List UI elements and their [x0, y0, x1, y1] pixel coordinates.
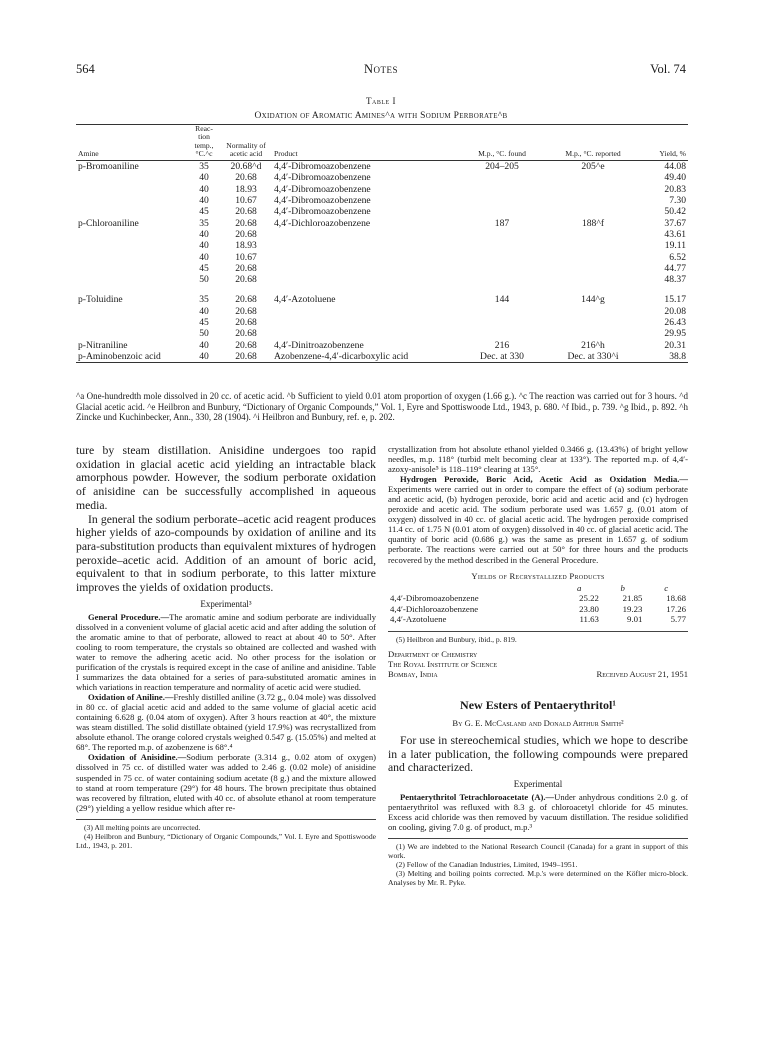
table1-cell-product	[272, 252, 456, 263]
table1-cell-amine	[76, 229, 188, 240]
table-row	[76, 351, 688, 363]
table1-cell-rep: 144^g	[581, 294, 605, 306]
table2-cell-c: 5.77	[670, 614, 686, 625]
table1-cell-product: 4,4′-Dibromoazobenzene	[274, 183, 371, 195]
table2-cell-name: 4,4′-Dibromoazobenzene	[390, 593, 479, 604]
table1-cell-yield: 20.83	[664, 183, 686, 195]
footnote-divider	[388, 838, 688, 839]
table1-cell-yield: 26.43	[664, 317, 686, 329]
pentaerythritol-head: Pentaerythritol Tetrachloroacetate (A).—	[400, 792, 555, 803]
table2-cell-b: 9.01	[627, 614, 643, 625]
right-paragraph-1: crystallization from hot absolute ethanol yielded 0.3466 g. (13.43%) of bright yellow needles, m.p. 118° (turbid melt becoming clear at 133°). The reported m.p. of 4,4′-azoxy-anisole⁵ is 118–119° clearing at 135°.	[388, 444, 688, 475]
oxidation-anisidine-text: Sodium perborate (3.314 g., 0.02 atom of oxygen) dissolved in 75 cc. of distilled water was added to 2.46 g. (0.02 mole) of anisidine suspended in 75 cc. of water containing sodium acetate (8 g.) and the mixture allowed to stand at room temperature (29°) for 48 hours. The brown precipitate thus obtained was recovered by filtration, eluted with 40 cc. of absolute ethanol at room temperature (29°) yielding a yellow residue which after re-	[76, 752, 376, 813]
table1-cell-rep	[548, 172, 638, 183]
table2-cell-a: 23.80	[579, 603, 599, 614]
table1-cell-temp: 45	[199, 317, 209, 329]
table2-cell-name: 4,4′-Azotoluene	[390, 614, 447, 625]
received-date: Received August 21, 1951	[596, 669, 688, 680]
table2	[388, 583, 688, 625]
right-footnotes	[388, 842, 688, 887]
table1-cell-norm: 20.68	[235, 206, 257, 218]
table1-cell-norm: 20.68	[235, 294, 257, 306]
running-header	[76, 62, 686, 78]
table1-cell-found: 216	[494, 339, 510, 351]
footnote-5-text: (5) Heilbron and Bunbury, ibid., p. 819.	[396, 634, 517, 644]
table1-cell-temp: 35	[199, 217, 209, 229]
table1-cell-temp: 40	[199, 305, 209, 317]
table1-cell-product: 4,4′-Dibromoazobenzene	[274, 161, 371, 173]
table1-cell-norm: 10.67	[235, 195, 257, 207]
table-row	[76, 340, 688, 351]
table1-cell-rep: 216^h	[581, 339, 605, 351]
table1-cell-amine: p-Bromoaniline	[78, 161, 139, 173]
table-row	[76, 195, 688, 206]
general-procedure-head: General Procedure.—	[88, 611, 170, 622]
pentaerythritol-section	[388, 792, 688, 832]
table1-header-row	[76, 125, 688, 161]
table1-cell-temp: 40	[199, 240, 209, 252]
table1-cell-temp: 45	[199, 262, 209, 274]
intro-paragraph: For use in stereochemical studies, which we hope to describe in a later publication, the following compounds were prepared and characterized.	[388, 733, 688, 775]
footnote-2: (2) Fellow of the Canadian Industries, Limited, 1949–1951.	[396, 860, 578, 870]
table2-cell-b: 21.85	[622, 593, 643, 604]
table1-cell-norm: 20.68	[235, 228, 257, 240]
footnote-5	[388, 635, 688, 644]
table1-cell-found: Dec. at 330	[480, 350, 524, 362]
table1-cell-amine: p-Toluidine	[78, 294, 123, 306]
table1-cell-amine	[76, 306, 188, 317]
table1-cell-norm: 20.68	[235, 328, 257, 340]
table1	[76, 124, 688, 363]
oxidation-aniline-head: Oxidation of Aniline.—	[88, 692, 174, 703]
footnote-1: (1) We are indebted to the National Research Council (Canada) for a grant in support of this work.	[388, 842, 688, 861]
oxidation-aniline	[76, 692, 376, 752]
table1-cell-rep	[548, 195, 638, 206]
table1-cell-found	[456, 274, 548, 285]
table1-cell-yield: 6.52	[669, 251, 686, 263]
table1-cell-norm: 20.68	[235, 274, 257, 286]
page-number: 564	[76, 62, 95, 76]
table1-cell-yield: 19.11	[664, 240, 686, 252]
table1-cell-amine: p-Aminobenzoic acid	[78, 350, 161, 362]
department: Department of Chemistry	[388, 648, 478, 659]
table1-cell-temp: 35	[199, 294, 209, 306]
table-row	[76, 240, 688, 251]
table1-notes-text: ^a One-hundredth mole dissolved in 20 cc. of acetic acid. ^b Sufficient to yield 0.01 atom proportion of oxygen (1.66 g.). ^c The reaction was carried out for 3 hours. ^d Glacial acetic acid. ^e Heilbron and Bunbury, “Dictionary of Organic Compounds,” Vol. 1, Eyre and Spottiswoode Ltd., 1943, p. 680. ^f Ibid., p. 739. ^g Ibid., p. 892. ^h Zincke und Kuchinbecker, Ann., 330, 28 (1904). ^i Heilbron and Bunbury, ref. e, p. 202.	[76, 391, 688, 423]
table1-cell-yield: 50.42	[664, 206, 686, 218]
table-row	[76, 184, 688, 195]
affiliation	[388, 649, 688, 680]
table1-cell-yield: 29.95	[664, 328, 686, 340]
table1-cell-amine	[76, 184, 188, 195]
table1-cell-amine	[76, 206, 188, 217]
table1-cell-rep	[548, 328, 638, 339]
hydrogen-peroxide-text: Experiments were carried out in order to compare the effect of (a) sodium perborate and acetic acid, (b) hydrogen peroxide, boric acid and acetic acid and (c) hydrogen peroxide and acetic acid. The sodium perborate used was 1.657 g. (0.01 atom of oxygen) dissolved in 40 cc. of glacial acetic acid. The hydrogen peroxide comprised 11.4 cc. of 1.75 N (0.01 atom of oxygen) dissolved in 40 cc. of glacial acetic acid. The quantity of boric acid (0.686 g.) was the same as present in 1.657 g. of sodium perborate. The reactions were carried out at 50° for three hours and the products recovered by the method described in the General Procedure.	[388, 484, 688, 565]
table1-cell-yield: 48.37	[664, 274, 686, 286]
volume-label: Vol. 74	[650, 62, 686, 76]
table1-cell-rep: 188^f	[581, 217, 605, 229]
table1-cell-temp: 40	[199, 172, 209, 184]
th-normality: Normality of acetic acid	[226, 140, 266, 158]
table1-cell-norm: 20.68^d	[230, 161, 262, 173]
table1-cell-temp: 50	[199, 328, 209, 340]
table1-spacer-cell	[76, 285, 688, 294]
table1-cell-found: 204–205	[485, 161, 519, 173]
footnote-3: (3) All melting points are uncorrected.	[84, 822, 201, 832]
left-paragraph-2: In general the sodium perborate–acetic acid reagent produces higher yields of azo-compounds by oxidation of aniline and its para-substitution products than equivalent mixtures of hydrogen peroxide–acetic acid. Addition of an amount of boric acid, equivalent to that in sodium perborate, to this latter mixture improves the yields of oxidation products.	[76, 512, 376, 595]
table1-cell-yield: 37.67	[664, 217, 686, 229]
table-row	[76, 274, 688, 285]
table-row	[76, 263, 688, 274]
table1-cell-product: 4,4′-Azotoluene	[274, 294, 336, 306]
hydrogen-peroxide-section	[388, 474, 688, 564]
general-procedure	[76, 612, 376, 692]
hydrogen-peroxide-head: Hydrogen Peroxide, Boric Acid, Acetic Acid as Oxidation Media.—	[400, 474, 688, 485]
footnote-3b: (3) Melting and boiling points corrected. M.p.'s were determined on the Köfler micro-block. Analyses by Mr. R. Pyke.	[388, 869, 688, 888]
th-product: Product	[274, 148, 298, 158]
table1-cell-product: Azobenzene-4,4′-dicarboxylic acid	[274, 350, 409, 362]
table-row	[76, 252, 688, 263]
table1-cell-norm: 18.93	[235, 183, 257, 195]
table1-cell-product	[272, 328, 456, 339]
table-row	[76, 161, 688, 173]
table1-cell-yield: 49.40	[664, 172, 686, 184]
table-row	[76, 229, 688, 240]
city-received-row	[388, 669, 688, 679]
table1-cell-rep: 205^e	[581, 161, 605, 173]
table1-footnotes	[76, 391, 688, 423]
table1-cell-yield: 44.77	[664, 262, 686, 274]
table1-cell-temp: 40	[199, 183, 209, 195]
table1-cell-found	[456, 195, 548, 206]
table1-cell-found	[456, 328, 548, 339]
table-row	[388, 614, 688, 625]
table1-cell-found: 187	[494, 217, 510, 229]
table1-cell-norm: 10.67	[235, 251, 257, 263]
table-row	[76, 218, 688, 229]
table1-cell-norm: 20.68	[235, 217, 257, 229]
table1-cell-found	[456, 263, 548, 274]
table1-cell-norm: 20.68	[235, 262, 257, 274]
table1-cell-norm: 20.68	[235, 172, 257, 184]
experimental-heading-2: Experimental	[513, 779, 563, 790]
table-row	[388, 593, 688, 604]
table1-cell-yield: 44.08	[664, 161, 686, 173]
table1-cell-norm: 20.68	[235, 305, 257, 317]
table1-cell-norm: 20.68	[235, 350, 257, 362]
right-column	[388, 444, 688, 887]
table1-cell-rep	[548, 240, 638, 251]
footnote-divider	[76, 819, 376, 820]
footnote-divider	[388, 631, 688, 632]
table1-cell-product	[272, 306, 456, 317]
table1-cell-product: 4,4′-Dinitroazobenzene	[274, 339, 364, 351]
table1-cell-rep	[548, 229, 638, 240]
table2-col-b: b	[620, 582, 625, 593]
table2-cell-c: 17.26	[666, 603, 686, 614]
table1-cell-rep	[548, 252, 638, 263]
table1-cell-product: 4,4′-Dibromoazobenzene	[274, 206, 371, 218]
table1-cell-yield: 43.61	[664, 228, 686, 240]
table1-cell-norm: 20.68	[235, 339, 257, 351]
pentaerythritol-text: Under anhydrous conditions 2.0 g. of pentaerythritol was refluxed with 8.3 g. of chloroacetyl chloride for 45 minutes. Excess acid chloride was then removed by vacuum distillation. The residue solidified on cooling, giving 7.0 g. of product, m.p.³	[388, 792, 688, 833]
oxidation-anisidine-head: Oxidation of Anisidine.—	[88, 752, 187, 763]
table1-cell-yield: 38.8	[669, 350, 686, 362]
general-procedure-text: The aromatic amine and sodium perborate are individually dissolved in a convenient volume of glacial acetic acid and after adding the solution of the aromatic amine to that of perborate, allowed to react at about 40 to 50°. After cooling to room temperature, the crystals so obtained are collected and washed with water to remove the adhering acetic acid. No other process for the isolation or purification of the crystals is required except in the case of aniline and anisidine. Table I summarizes the data obtained for a series of para-substituted aromatic amines in which variations in reaction temperature and normality of acetic acid were studied.	[76, 611, 376, 693]
table1-cell-yield: 7.30	[669, 195, 686, 207]
table1-cell-product	[272, 240, 456, 251]
table1-cell-temp: 40	[199, 228, 209, 240]
table1-cell-rep: Dec. at 330^i	[567, 350, 619, 362]
institute: The Royal Institute of Science	[388, 659, 498, 670]
table2-header-blank	[388, 583, 557, 594]
th-temp: Reac-tion temp., °C.^c	[194, 124, 214, 158]
footnote-4: (4) Heilbron and Bunbury, “Dictionary of Organic Compounds,” Vol. I. Eyre and Spottiswoode Ltd., 1943, p. 201.	[76, 831, 376, 850]
table-row	[76, 317, 688, 328]
table2-cell-b: 19.23	[622, 603, 643, 614]
table-row	[76, 172, 688, 183]
table1-cell-temp: 40	[199, 339, 209, 351]
table1-cell-amine	[76, 328, 188, 339]
table1-cell-rep	[548, 263, 638, 274]
table2-cell-a: 11.63	[579, 614, 599, 625]
table-row	[76, 206, 688, 217]
table1-cell-yield: 20.31	[664, 339, 686, 351]
table1-cell-product	[272, 317, 456, 328]
table-row	[76, 328, 688, 339]
table2-cell-name: 4,4′-Dichloroazobenzene	[390, 603, 479, 614]
table1-cell-yield: 15.17	[664, 294, 686, 306]
table1-cell-norm: 20.68	[235, 317, 257, 329]
table2-cell-c: 18.68	[666, 593, 686, 604]
table2-cell-a: 25.22	[579, 593, 599, 604]
table1-cell-temp: 40	[199, 350, 209, 362]
table2-col-a: a	[576, 582, 582, 593]
city: Bombay, India	[388, 669, 438, 680]
section-title: Notes	[363, 62, 399, 76]
table1-cell-product: 4,4′-Dibromoazobenzene	[274, 172, 371, 184]
table1-cell-temp: 40	[199, 251, 209, 263]
table1-cell-rep	[548, 306, 638, 317]
table1-cell-amine	[76, 195, 188, 206]
table1-cell-product	[272, 263, 456, 274]
table2-body	[388, 593, 688, 625]
table1-cell-amine	[76, 274, 188, 285]
table1-cell-found: 144	[494, 294, 510, 306]
table1-cell-amine: p-Chloroaniline	[78, 217, 139, 229]
table1-caption: Table I	[366, 96, 396, 106]
oxidation-anisidine	[76, 752, 376, 812]
table1-cell-rep	[548, 206, 638, 217]
table1-cell-yield: 20.08	[664, 305, 686, 317]
table1-cell-found	[456, 252, 548, 263]
table1-cell-found	[456, 317, 548, 328]
table1-cell-temp: 35	[199, 161, 209, 173]
table1-spacer	[76, 285, 688, 294]
table1-cell-amine	[76, 172, 188, 183]
table1-title: Oxidation of Aromatic Amines^a with Sodium Perborate^b	[254, 111, 508, 121]
table1-cell-found	[456, 240, 548, 251]
table1-body	[76, 161, 688, 363]
table1-cell-found	[456, 184, 548, 195]
table2-header-row	[388, 583, 688, 594]
article-title: New Esters of Pentaerythritol¹	[460, 697, 616, 712]
table1-cell-amine	[76, 240, 188, 251]
table1-cell-found	[456, 172, 548, 183]
table-row	[388, 604, 688, 615]
table1-cell-temp: 45	[199, 206, 209, 218]
table1-cell-found	[456, 206, 548, 217]
experimental-heading: Experimental³	[200, 598, 252, 609]
table1-cell-rep	[548, 274, 638, 285]
table2-col-c: c	[664, 582, 669, 593]
table2-caption: Yields of Recrystallized Products	[471, 570, 605, 581]
th-yield: Yield, %	[659, 148, 686, 158]
table1-cell-amine	[76, 263, 188, 274]
table1-cell-found	[456, 229, 548, 240]
table1-cell-temp: 40	[199, 195, 209, 207]
table1-cell-norm: 18.93	[235, 240, 257, 252]
table1-cell-product	[272, 229, 456, 240]
table-row	[76, 294, 688, 305]
left-footnotes	[76, 823, 376, 850]
table1-cell-product: 4,4′-Dibromoazobenzene	[274, 195, 371, 207]
th-amine: Amine	[78, 148, 99, 158]
table-row	[76, 306, 688, 317]
byline: By G. E. McCasland and Donald Arthur Smith²	[452, 717, 624, 728]
table1-cell-temp: 50	[199, 274, 209, 286]
table1-cell-found	[456, 306, 548, 317]
table1-cell-amine: p-Nitraniline	[78, 339, 128, 351]
table1-cell-rep	[548, 184, 638, 195]
th-mp-found: M.p., °C. found	[478, 148, 526, 158]
table1-cell-amine	[76, 252, 188, 263]
left-paragraph-1: ture by steam distillation. Anisidine undergoes too rapid oxidation in glacial acetic acid yielding an intractable black amorphous powder. However, the sodium perborate oxidation of anisidine can be successfully accomplished in aqueous media.	[76, 444, 376, 512]
table1-cell-rep	[548, 317, 638, 328]
th-mp-reported: M.p., °C. reported	[565, 148, 621, 158]
table1-cell-product: 4,4′-Dichloroazobenzene	[274, 217, 371, 229]
oxidation-aniline-text: Freshly distilled aniline (3.72 g., 0.04 mole) was dissolved in 80 cc. of glacial acetic acid and added to the same volume of glacial acetic acid containing 6.628 g. (0.04 atom of oxygen). After 3 hours reaction at 40°, the mixture was steam distilled. The solid distillate obtained (yield 17.9%) was recrystallized from absolute ethanol. The orange colored crystals weighed 0.547 g. (15.05%) and melted at 68°. The reported m.p. of azobenzene is 68°.⁴	[76, 692, 376, 753]
left-column	[76, 444, 376, 850]
table1-cell-amine	[76, 317, 188, 328]
table1-cell-product	[272, 274, 456, 285]
